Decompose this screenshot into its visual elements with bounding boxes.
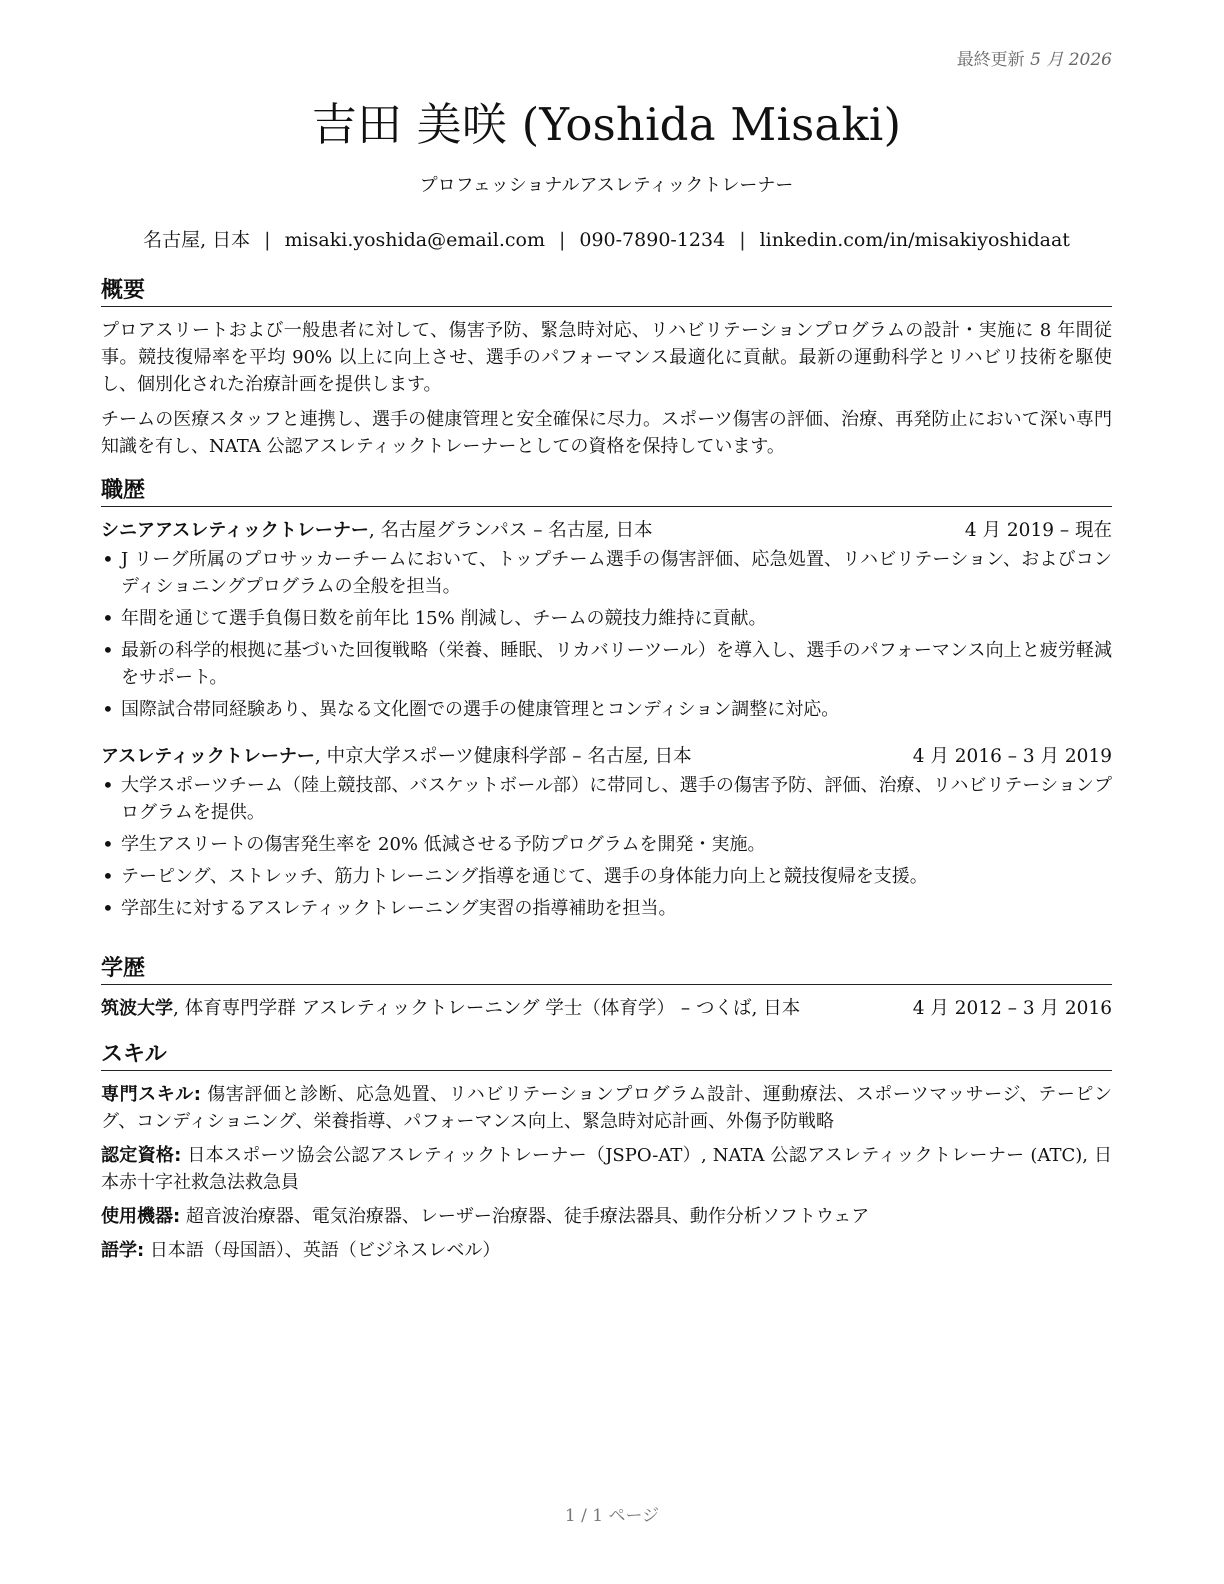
education-section — [101, 956, 1112, 1022]
list-item: • 年間を通じて選手負傷日数を前年比 15% 削減し、チームの競技力維持に貢献。 — [101, 605, 1112, 632]
education-dates: 4 月 2012 – 3 月 2016 — [912, 998, 1112, 1019]
page-title: 吉田 美咲 (Yoshida Misaki) — [311, 98, 902, 151]
job-dates: 4 月 2016 – 3 月 2019 — [912, 746, 1112, 767]
summary-paragraph: プロアスリートおよび一般患者に対して、傷害予防、緊急時対応、リハビリテーションプログラムの設計・実施に 8 年間従事。競技復帰率を平均 90% 以上に向上させ、選手のパフォーマンス最適化に貢献。最新の運動科学とリハビリ技術を駆使し、個別化された治療計画を提供します。 — [101, 320, 1112, 395]
contact-separator: | — [558, 229, 566, 251]
summary-section — [101, 278, 1112, 468]
skill-text: 日本語（母国語）、英語（ビジネスレベル） — [144, 1240, 501, 1261]
skill-label: 語学: — [101, 1240, 145, 1261]
contact-separator: | — [264, 229, 271, 251]
skill-text: 傷害評価と診断、応急処置、リハビリテーションプログラム設計、運動療法、スポーツマッサージ、テーピング、コンディショニング、栄養指導、パフォーマンス向上、緊急時対応計画、外傷予防戦略 — [101, 1084, 1112, 1132]
summary-paragraph: チームの医療スタッフと連携し、選手の健康管理と安全確保に尽力。スポーツ傷害の評価、治療、再発防止において深い専門知識を有し、NATA 公認アスレティックトレーナーとしての資格を保持しています。 — [101, 409, 1112, 457]
job-dates: 4 月 2019 – 現在 — [964, 520, 1112, 541]
job-role: アスレティックトレーナー — [101, 746, 315, 767]
section-title: 概要 — [101, 278, 1112, 307]
list-item: • テーピング、ストレッチ、筋力トレーニング指導を通じて、選手の身体能力向上と競技復帰を支援。 — [101, 863, 1112, 890]
contact-location: 名古屋, 日本 — [143, 229, 251, 251]
job-org: , 中京大学スポーツ健康科学部 – 名古屋, 日本 — [314, 746, 692, 767]
subtitle: プロフェッショナルアスレティックトレーナー — [419, 175, 794, 196]
contact-separator: | — [739, 229, 746, 251]
job-header — [101, 517, 1112, 544]
section-title: スキル — [101, 1042, 1112, 1071]
skill-label: 認定資格: — [101, 1145, 182, 1166]
education-entry — [101, 995, 1112, 1022]
job-entry — [101, 743, 1112, 922]
list-item: • 学生アスリートの傷害発生率を 20% 低減させる予防プログラムを開発・実施。 — [101, 831, 1112, 858]
skill-line — [101, 1203, 1112, 1230]
skill-line — [101, 1081, 1112, 1135]
skills-section — [101, 1042, 1112, 1271]
page-number: 1 / 1 ページ — [564, 1506, 660, 1526]
contact-phone: 090-7890-1234 — [579, 229, 726, 251]
job-role: シニアアスレティックトレーナー — [101, 520, 369, 541]
job-entry — [101, 517, 1112, 723]
last-updated: 最終更新 5 月 2026 — [956, 50, 1112, 70]
contact-linkedin[interactable]: linkedin.com/in/misakiyoshidaat — [759, 229, 1070, 251]
skill-text: 日本スポーツ協会公認アスレティックトレーナー（JSPO-AT）, NATA 公認アスレティックトレーナー (ATC), 日本赤十字社救急法救急員 — [101, 1145, 1113, 1193]
section-title: 学歴 — [101, 956, 1112, 985]
skill-label: 専門スキル: — [101, 1084, 201, 1105]
list-item: • 国際試合帯同経験あり、異なる文化圏での選手の健康管理とコンディション調整に対応。 — [101, 696, 1112, 723]
list-item: • 学部生に対するアスレティックトレーニング実習の指導補助を担当。 — [101, 895, 1112, 922]
skill-line — [101, 1237, 1112, 1264]
skill-text: 超音波治療器、電気治療器、レーザー治療器、徒手療法器具、動作分析ソフトウェア — [180, 1206, 870, 1227]
skill-line — [101, 1142, 1112, 1196]
contact-email[interactable]: misaki.yoshida@email.com — [284, 229, 545, 251]
job-org: , 名古屋グランパス – 名古屋, 日本 — [368, 520, 653, 541]
contact-line — [101, 225, 1112, 252]
job-bullets — [101, 546, 1112, 723]
job-bullets — [101, 772, 1112, 922]
list-item: • 大学スポーツチーム（陸上競技部、バスケットボール部）に帯同し、選手の傷害予防、評価、治療、リハビリテーションプログラムを提供。 — [101, 772, 1112, 826]
experience-section — [101, 478, 1112, 927]
school-name: 筑波大学 — [101, 998, 173, 1019]
job-header — [101, 743, 1112, 770]
skill-label: 使用機器: — [101, 1206, 181, 1227]
section-title: 職歴 — [101, 478, 1112, 507]
list-item: • 最新の科学的根拠に基づいた回復戦略（栄養、睡眠、リカバリーツール）を導入し、選手のパフォーマンス向上と疲労軽減をサポート。 — [101, 637, 1112, 691]
list-item: • J リーグ所属のプロサッカーチームにおいて、トップチーム選手の傷害評価、応急処置、リハビリテーション、およびコンディショニングプログラムの全般を担当。 — [101, 546, 1112, 600]
education-detail: , 体育専門学群 アスレティックトレーニング 学士（体育学） – つくば, 日本 — [173, 998, 801, 1019]
